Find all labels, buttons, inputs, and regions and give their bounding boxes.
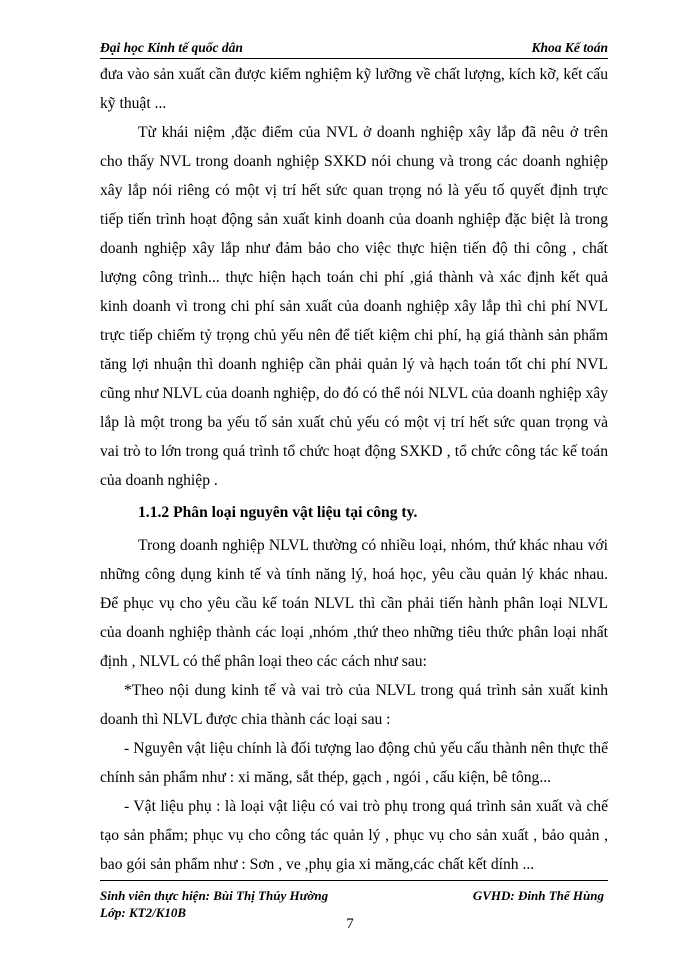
list-item-main-materials: - Nguyên vật liệu chính là đối tượng lao động chủ yếu cấu thành nên thực thể chính sản phẩm như : xi măng, sắt thép, gạch , ngói , cấu kiện, bê tông...: [100, 740, 608, 786]
paragraph-classification-intro: Trong doanh nghiệp NLVL thường có nhiều loại, nhóm, thứ khác nhau với những công dụng kinh tế và tính năng lý, hoá học, yêu cầu quản lý khác nhau. Để phục vụ cho yêu cầu kế toán NLVL thì cần phải tiến hành phân loại NLVL của doanh nghiệp thành các loại ,nhóm ,thứ theo những tiêu thức phân loại nhất định , NLVL có thể phân loại theo các cách như sau:: [100, 537, 608, 670]
footer-class: Lớp: KT2/K10B: [100, 905, 187, 920]
document-body: [100, 60, 608, 879]
header-faculty: Khoa Kế toán: [531, 40, 608, 55]
paragraph-importance: Từ khái niệm ,đặc điểm của NVL ở doanh nghiệp xây lắp đã nêu ở trên cho thấy NVL trong doanh nghiệp SXKD nói chung và trong các doanh nghiệp xây lắp nói riêng có một vị trí hết sức quan trọng nó là yếu tố quyết định trực tiếp tiến trình hoạt động sản xuất kinh doanh của doanh nghiệp đặc biệt là trong doanh nghiệp xây lắp như đảm bảo cho việc thực hiện tiến độ thi công , chất lượng công trình... thực hiện hạch toán chi phí ,giá thành và xác định kết quả kinh doanh vì trong chi phí sản xuất của doanh nghiệp xây lắp thì chi phí NVL trực tiếp chiếm tỷ trọng chủ yếu nên để tiết kiệm chi phí, hạ giá thành sản phẩm tăng lợi nhuận thì doanh nghiệp cần phải quản lý và hạch toán tốt chi phí NVL cũng như NLVL của doanh nghiệp, do đó có thể nói NLVL của doanh nghiệp xây lắp là một trong ba yếu tố sản xuất chủ yếu có một vị trí hết sức quan trọng và vai trò to lớn trong quá trình tổ chức hoạt động SXKD , tổ chức công tác kế toán của doanh nghiệp .: [100, 124, 608, 489]
header-university: Đại học Kinh tế quốc dân: [100, 40, 243, 55]
section-heading: 1.1.2 Phân loại nguyên vật liệu tại công ty.: [138, 504, 418, 521]
list-item-auxiliary-materials: - Vật liệu phụ : là loại vật liệu có vai trò phụ trong quá trình sản xuất và chế tạo sản phẩm; phục vụ cho công tác quản lý , phục vụ cho sản xuất , bảo quản , bao gói sản phẩm như : Sơn , ve ,phụ gia xi măng,các chất kết dính ...: [100, 798, 608, 873]
footer-supervisor: GVHD: Đinh Thế Hùng: [472, 888, 604, 903]
page-number: 7: [346, 916, 354, 932]
footer-student: Sinh viên thực hiện: Bùi Thị Thúy Hường: [100, 888, 329, 903]
page-header: [100, 38, 608, 59]
page-footer: [100, 880, 608, 921]
paragraph-classification-criteria: *Theo nội dung kinh tế và vai trò của NLVL trong quá trình sản xuất kinh doanh thì NLVL được chia thành các loại sau :: [100, 682, 608, 728]
paragraph-continuation: đưa vào sản xuất cần được kiểm nghiệm kỹ lưỡng về chất lượng, kích kỡ, kết cấu kỹ thuật ...: [100, 66, 608, 112]
